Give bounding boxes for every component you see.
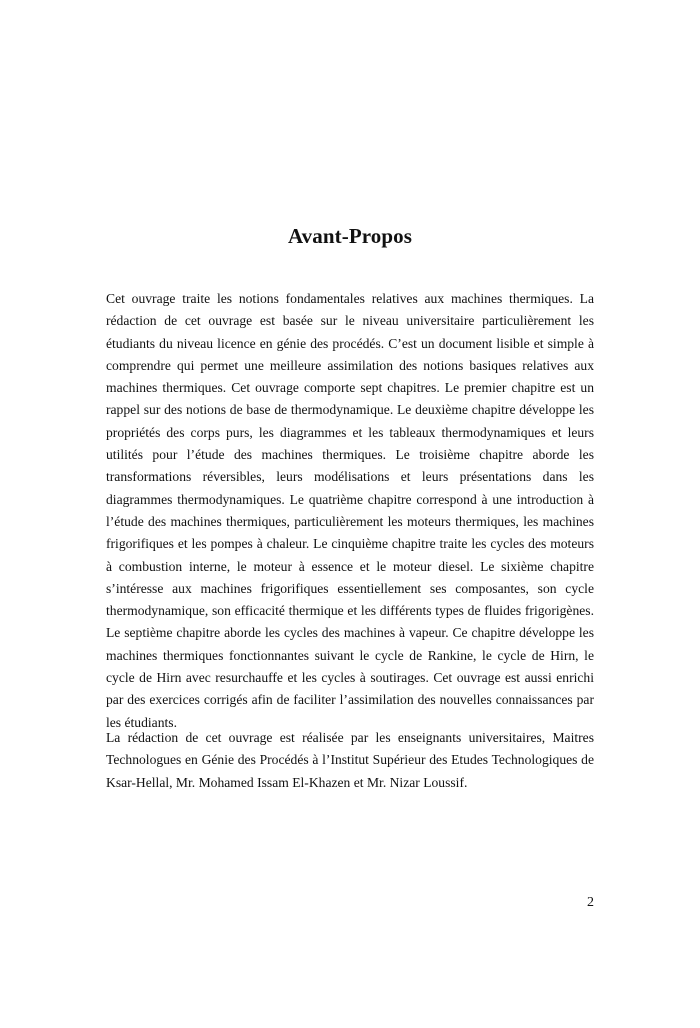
paragraph-authors: La rédaction de cet ouvrage est réalisée par les enseignants universitaires, Maitres Technologues en Génie des Procédés à l’Institut Supérieur des Etudes Technologiques de Ksar-Hellal, Mr. Mohamed Issam El-Khazen et Mr. Nizar Loussif.	[106, 730, 594, 790]
page-number: 2	[587, 895, 594, 910]
page-title: Avant-Propos	[287, 224, 413, 248]
paragraph-intro: Cet ouvrage traite les notions fondamentales relatives aux machines thermiques. La rédaction de cet ouvrage est basée sur le niveau universitaire particulièrement les étudiants du niveau licence en génie des procédés. C’est un document lisible et simple à comprendre qui permet une meilleure assimilation des notions basiques relatives aux machines thermiques. Cet ouvrage comporte sept chapitres. Le premier chapitre est un rappel sur des notions de base de thermodynamique. Le deuxième chapitre développe les propriétés des corps purs, les diagrammes et les tableaux thermodynamiques et leurs utilités pour l’étude des machines thermiques. Le troisième chapitre aborde les transformations réversibles, leurs modélisations et leurs présentations dans les diagrammes thermodynamiques. Le quatrième chapitre correspond à une introduction à l’étude des machines thermiques, particulièrement les moteurs thermiques, les machines frigorifiques et les pompes à chaleur. Le cinquième chapitre traite les cycles des moteurs à combustion interne, le moteur à essence et le moteur diesel. Le sixième chapitre s’intéresse aux machines frigorifiques essentiellement ses composantes, son cycle thermodynamique, son efficacité thermique et les différents types de fluides frigorigènes. Le septième chapitre aborde les cycles des machines à vapeur. Ce chapitre développe les machines thermiques fonctionnantes suivant le cycle de Rankine, le cycle de Hirn, le cycle de Hirn avec resurchauffe et les cycles à soutirages. Cet ouvrage est aussi enrichi par des exercices corrigés afin de faciliter l’assimilation des nouvelles connaissances par les étudiants.	[106, 291, 594, 730]
